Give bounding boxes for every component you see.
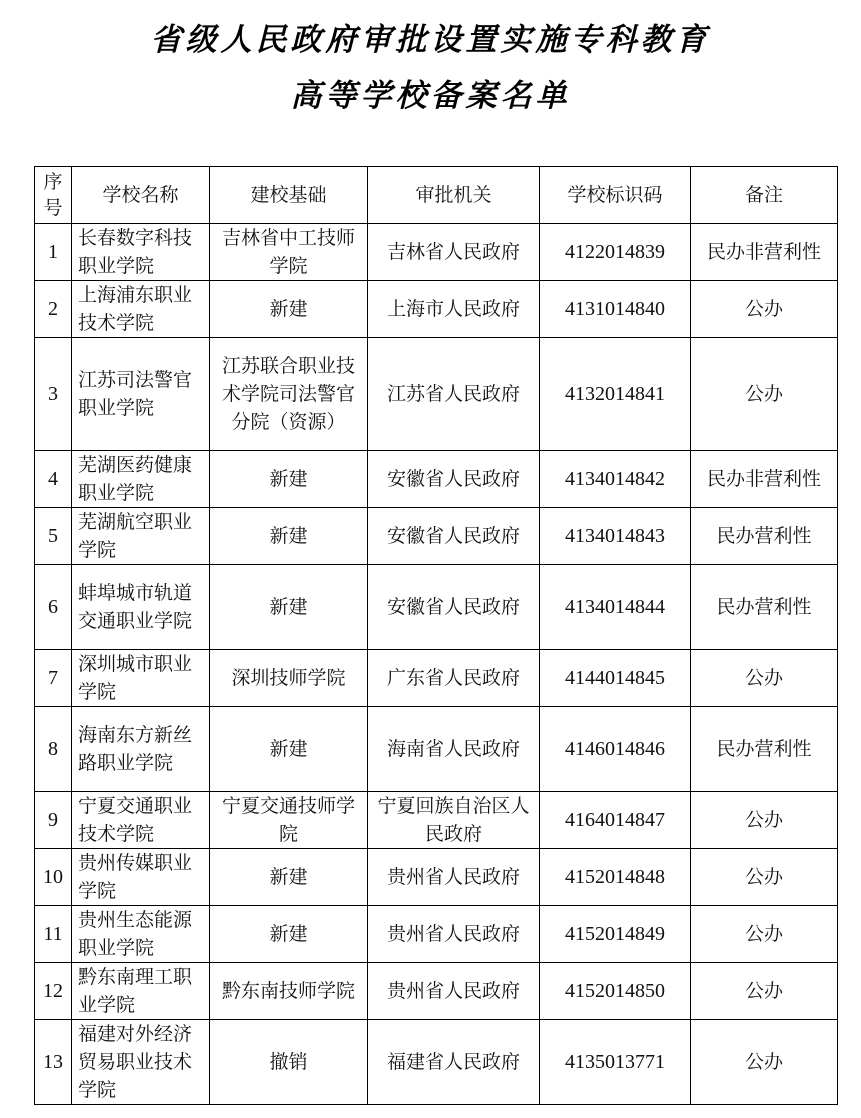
row-basis: 新建 <box>210 849 368 906</box>
row-school-name: 黔东南理工职业学院 <box>72 963 210 1020</box>
row-basis: 新建 <box>210 281 368 338</box>
row-authority: 贵州省人民政府 <box>368 906 540 963</box>
row-basis: 吉林省中工技师学院 <box>210 224 368 281</box>
row-school-name: 贵州生态能源职业学院 <box>72 906 210 963</box>
row-basis: 江苏联合职业技术学院司法警官分院（资源） <box>210 338 368 451</box>
row-note: 公办 <box>691 792 838 849</box>
row-note: 公办 <box>691 1020 838 1105</box>
header-school-name: 学校名称 <box>72 167 210 224</box>
row-no: 13 <box>35 1020 72 1105</box>
row-authority: 宁夏回族自治区人民政府 <box>368 792 540 849</box>
table-row <box>35 707 838 792</box>
row-code: 4134014844 <box>540 565 691 650</box>
row-no: 9 <box>35 792 72 849</box>
row-note: 公办 <box>691 281 838 338</box>
row-no: 11 <box>35 906 72 963</box>
row-no: 3 <box>35 338 72 451</box>
row-note: 民办营利性 <box>691 508 838 565</box>
row-no: 12 <box>35 963 72 1020</box>
row-authority: 安徽省人民政府 <box>368 451 540 508</box>
row-basis: 新建 <box>210 508 368 565</box>
row-code: 4134014843 <box>540 508 691 565</box>
row-note: 公办 <box>691 963 838 1020</box>
row-school-name: 海南东方新丝路职业学院 <box>72 707 210 792</box>
row-basis: 撤销 <box>210 1020 368 1105</box>
table-row <box>35 565 838 650</box>
row-note: 民办非营利性 <box>691 451 838 508</box>
row-code: 4146014846 <box>540 707 691 792</box>
row-note: 民办非营利性 <box>691 224 838 281</box>
row-school-name: 芜湖航空职业学院 <box>72 508 210 565</box>
row-basis: 深圳技师学院 <box>210 650 368 707</box>
row-code: 4152014850 <box>540 963 691 1020</box>
row-note: 民办营利性 <box>691 565 838 650</box>
table-header-row <box>35 167 838 224</box>
row-note: 公办 <box>691 906 838 963</box>
document-title-line-2: 高等学校备案名单 <box>290 78 571 114</box>
row-authority: 江苏省人民政府 <box>368 338 540 451</box>
row-code: 4134014842 <box>540 451 691 508</box>
row-school-name: 深圳城市职业学院 <box>72 650 210 707</box>
row-school-name: 福建对外经济贸易职业技术学院 <box>72 1020 210 1105</box>
row-authority: 贵州省人民政府 <box>368 849 540 906</box>
header-basis: 建校基础 <box>210 167 368 224</box>
header-note: 备注 <box>691 167 838 224</box>
row-authority: 吉林省人民政府 <box>368 224 540 281</box>
table-row <box>35 224 838 281</box>
row-code: 4152014849 <box>540 906 691 963</box>
row-authority: 广东省人民政府 <box>368 650 540 707</box>
row-school-name: 蚌埠城市轨道交通职业学院 <box>72 565 210 650</box>
table-row <box>35 906 838 963</box>
document-title-line-1: 省级人民政府审批设置实施专科教育 <box>150 22 711 58</box>
row-code: 4144014845 <box>540 650 691 707</box>
row-authority: 安徽省人民政府 <box>368 508 540 565</box>
table-row <box>35 1020 838 1105</box>
row-no: 5 <box>35 508 72 565</box>
row-note: 公办 <box>691 849 838 906</box>
table-row <box>35 338 838 451</box>
row-code: 4164014847 <box>540 792 691 849</box>
school-registry-table <box>34 166 838 1105</box>
row-school-name: 江苏司法警官职业学院 <box>72 338 210 451</box>
row-no: 2 <box>35 281 72 338</box>
row-code: 4132014841 <box>540 338 691 451</box>
row-school-name: 宁夏交通职业技术学院 <box>72 792 210 849</box>
row-school-name: 芜湖医药健康职业学院 <box>72 451 210 508</box>
row-note: 公办 <box>691 338 838 451</box>
header-authority: 审批机关 <box>368 167 540 224</box>
table-row <box>35 650 838 707</box>
row-note: 公办 <box>691 650 838 707</box>
row-basis: 新建 <box>210 451 368 508</box>
row-school-name: 上海浦东职业技术学院 <box>72 281 210 338</box>
row-school-name: 贵州传媒职业学院 <box>72 849 210 906</box>
row-authority: 安徽省人民政府 <box>368 565 540 650</box>
table-row <box>35 281 838 338</box>
row-no: 1 <box>35 224 72 281</box>
header-code: 学校标识码 <box>540 167 691 224</box>
row-no: 10 <box>35 849 72 906</box>
row-basis: 新建 <box>210 565 368 650</box>
row-authority: 海南省人民政府 <box>368 707 540 792</box>
table-row <box>35 849 838 906</box>
row-school-name: 长春数字科技职业学院 <box>72 224 210 281</box>
table-row <box>35 508 838 565</box>
row-code: 4135013771 <box>540 1020 691 1105</box>
row-authority: 上海市人民政府 <box>368 281 540 338</box>
row-authority: 贵州省人民政府 <box>368 963 540 1020</box>
row-code: 4152014848 <box>540 849 691 906</box>
row-no: 8 <box>35 707 72 792</box>
row-basis: 新建 <box>210 906 368 963</box>
header-no: 序号 <box>35 167 72 224</box>
row-authority: 福建省人民政府 <box>368 1020 540 1105</box>
row-basis: 宁夏交通技师学院 <box>210 792 368 849</box>
table-row <box>35 451 838 508</box>
table-row <box>35 963 838 1020</box>
row-no: 4 <box>35 451 72 508</box>
row-code: 4131014840 <box>540 281 691 338</box>
row-no: 6 <box>35 565 72 650</box>
row-note: 民办营利性 <box>691 707 838 792</box>
row-code: 4122014839 <box>540 224 691 281</box>
row-basis: 新建 <box>210 707 368 792</box>
row-no: 7 <box>35 650 72 707</box>
table-row <box>35 792 838 849</box>
row-basis: 黔东南技师学院 <box>210 963 368 1020</box>
